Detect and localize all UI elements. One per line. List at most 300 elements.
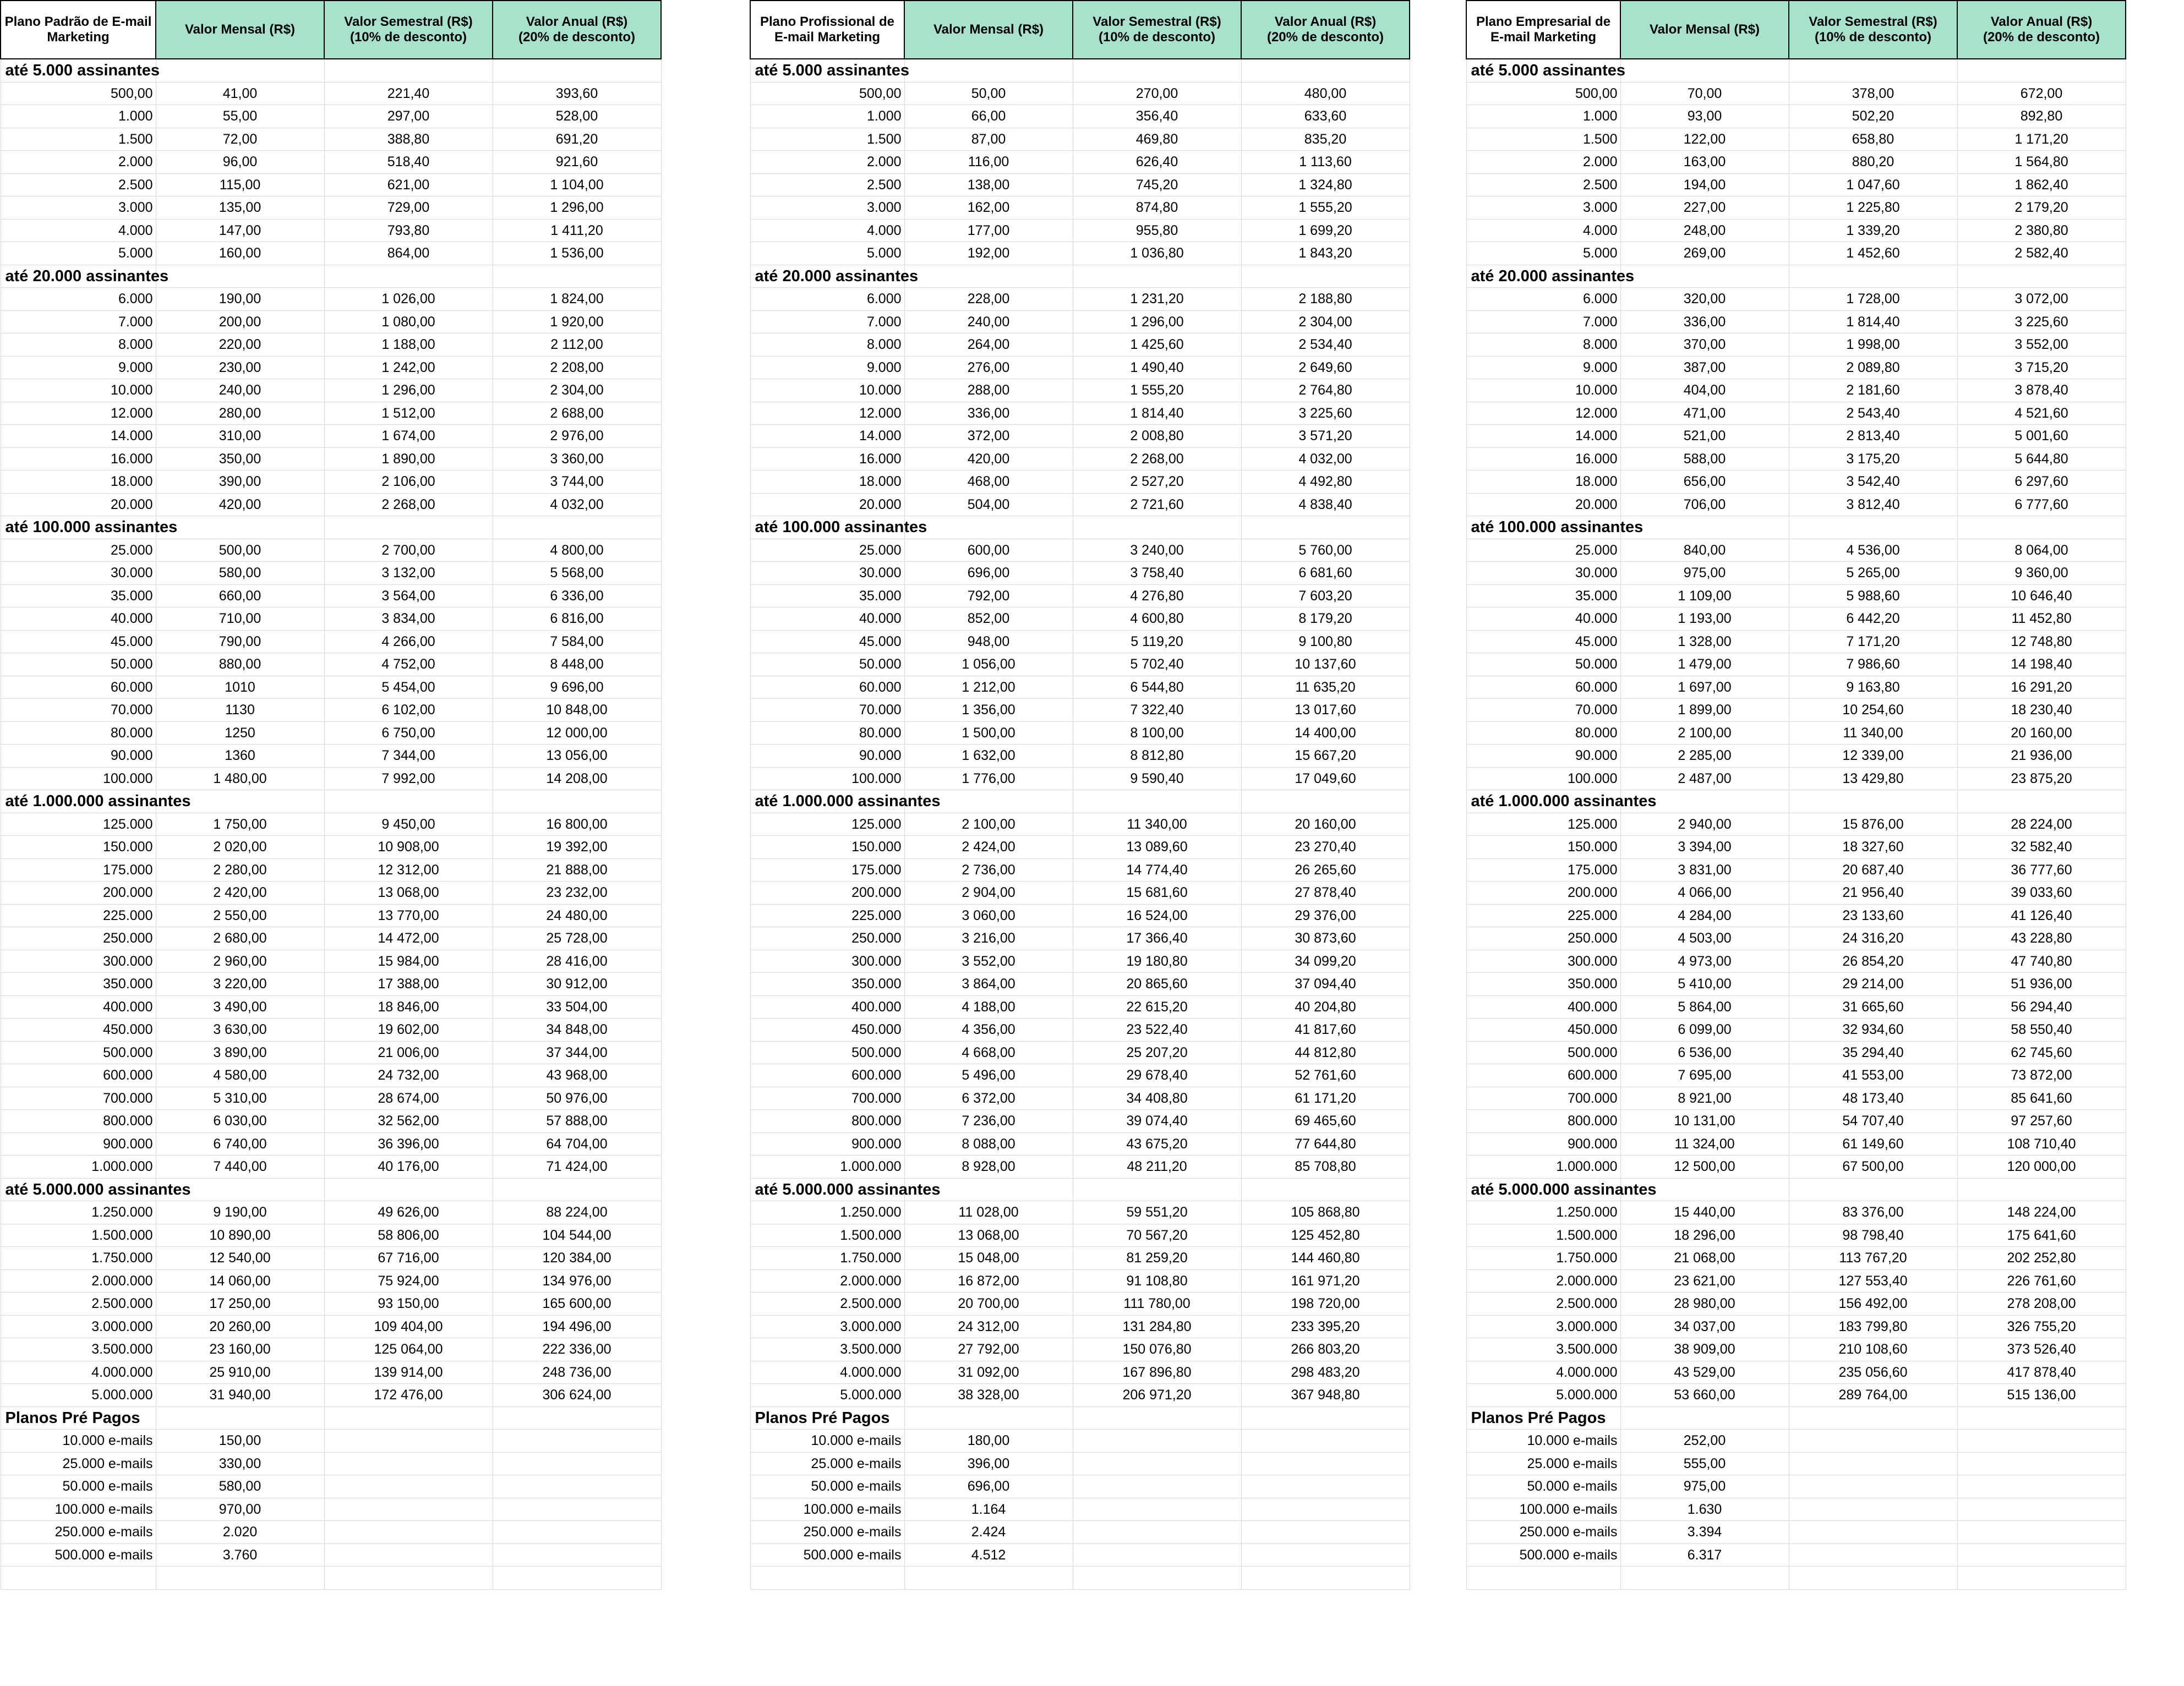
subscribers-cell: 500,00 (1, 82, 156, 105)
table-row (1, 676, 661, 699)
table-row (1466, 1361, 2126, 1384)
semester-price-cell: 297,00 (324, 105, 493, 128)
table-row (1, 333, 661, 357)
table-row (1, 653, 661, 676)
semester-price-cell: 502,20 (1789, 105, 1957, 128)
semester-price-cell: 1 242,00 (324, 356, 493, 379)
semester-price-cell (1073, 1498, 1241, 1521)
annual-price-cell: 14 198,40 (1957, 653, 2126, 676)
semester-price-cell: 1 814,40 (1073, 402, 1241, 425)
annual-price-cell: 306 624,00 (493, 1384, 661, 1407)
subscribers-cell: 14.000 (1, 425, 156, 448)
semester-price-cell: 1 080,00 (324, 310, 493, 333)
semester-price-cell: 1 728,00 (1789, 288, 1957, 311)
subscribers-cell: 3.000 (1466, 196, 1620, 220)
table-row (750, 676, 1410, 699)
annual-price-cell: 248 736,00 (493, 1361, 661, 1384)
subscribers-cell: 50.000 (750, 653, 904, 676)
subscribers-cell (1466, 1567, 1620, 1590)
subscribers-cell: 4.000.000 (1466, 1361, 1620, 1384)
monthly-price-cell: 696,00 (904, 1475, 1073, 1498)
annual-price-cell: 25 728,00 (493, 927, 661, 950)
subscribers-cell: 450.000 (750, 1019, 904, 1042)
subscribers-cell: 50.000 (1466, 653, 1620, 676)
section-row (1, 1178, 661, 1201)
semester-price-cell: 4 600,80 (1073, 607, 1241, 631)
annual-price-cell: 1 113,60 (1241, 151, 1410, 174)
monthly-price-cell: 1.630 (1620, 1498, 1789, 1521)
annual-price-cell: 23 232,00 (493, 882, 661, 905)
subscribers-cell: 5.000.000 (1, 1384, 156, 1407)
annual-price-cell: 16 800,00 (493, 813, 661, 836)
table-row (750, 1064, 1410, 1087)
annual-price-cell: 2 534,40 (1241, 333, 1410, 357)
semester-price-cell (1073, 1475, 1241, 1498)
annual-price-cell: 134 976,00 (493, 1269, 661, 1293)
section-blank-cell (324, 1178, 493, 1201)
annual-price-cell: 2 976,00 (493, 425, 661, 448)
table-row (750, 1361, 1410, 1384)
monthly-price-cell: 1 479,00 (1620, 653, 1789, 676)
table-row (750, 470, 1410, 494)
annual-price-cell: 2 688,00 (493, 402, 661, 425)
subscribers-cell: 2.500 (750, 173, 904, 196)
annual-price-cell: 11 452,80 (1957, 607, 2126, 631)
table-row (1466, 1384, 2126, 1407)
subscribers-cell: 4.000.000 (1, 1361, 156, 1384)
annual-price-cell: 39 033,60 (1957, 882, 2126, 905)
annual-price-cell: 105 868,80 (1241, 1201, 1410, 1224)
table-row (1, 1452, 661, 1475)
subscribers-cell: 2.500.000 (750, 1293, 904, 1316)
subscribers-cell: 1.750.000 (750, 1247, 904, 1270)
semester-price-cell: 1 890,00 (324, 447, 493, 470)
monthly-price-cell: 23 160,00 (156, 1338, 324, 1361)
subscribers-cell: 225.000 (1, 904, 156, 927)
annual-price-cell: 3 225,60 (1241, 402, 1410, 425)
monthly-price-cell: 200,00 (156, 310, 324, 333)
monthly-price-cell: 2 940,00 (1620, 813, 1789, 836)
subscribers-cell: 25.000 e-mails (1, 1452, 156, 1475)
subscribers-cell: 70.000 (750, 699, 904, 722)
table-row (1, 584, 661, 607)
table-row (1466, 333, 2126, 357)
semester-price-cell: 15 681,60 (1073, 882, 1241, 905)
annual-price-cell (493, 1452, 661, 1475)
subscribers-cell: 3.500.000 (1466, 1338, 1620, 1361)
monthly-price-cell: 521,00 (1620, 425, 1789, 448)
section-label: até 20.000 assinantes (1466, 265, 1620, 288)
header-monthly-price: Valor Mensal (R$) (1620, 1, 1789, 59)
section-label: até 20.000 assinantes (1, 265, 156, 288)
table-row (1, 1110, 661, 1133)
section-blank-cell (1789, 516, 1957, 539)
table-row (1466, 1019, 2126, 1042)
table-row (1, 128, 661, 151)
subscribers-cell: 25.000 (1, 539, 156, 562)
annual-price-cell: 326 755,20 (1957, 1315, 2126, 1338)
section-label: até 100.000 assinantes (1, 516, 156, 539)
semester-price-cell: 19 602,00 (324, 1019, 493, 1042)
semester-price-cell: 6 442,20 (1789, 607, 1957, 631)
subscribers-cell: 800.000 (1, 1110, 156, 1133)
subscribers-cell: 18.000 (1, 470, 156, 494)
semester-price-cell: 7 322,40 (1073, 699, 1241, 722)
table-row (1466, 767, 2126, 790)
semester-price-cell: 2 543,40 (1789, 402, 1957, 425)
annual-price-cell (1957, 1475, 2126, 1498)
plan-table-standard (0, 0, 662, 1590)
monthly-price-cell: 1 328,00 (1620, 630, 1789, 653)
annual-price-cell: 3 715,20 (1957, 356, 2126, 379)
subscribers-cell: 1.250.000 (1, 1201, 156, 1224)
table-row (1466, 630, 2126, 653)
monthly-price-cell: 880,00 (156, 653, 324, 676)
subscribers-cell: 700.000 (1, 1087, 156, 1110)
semester-price-cell: 70 567,20 (1073, 1224, 1241, 1247)
subscribers-cell: 400.000 (1, 995, 156, 1019)
semester-price-cell: 40 176,00 (324, 1156, 493, 1179)
annual-price-cell: 2 188,80 (1241, 288, 1410, 311)
semester-price-cell: 7 986,60 (1789, 653, 1957, 676)
table-row (750, 1430, 1410, 1453)
monthly-price-cell: 471,00 (1620, 402, 1789, 425)
annual-price-cell: 1 843,20 (1241, 242, 1410, 265)
table-row (1466, 653, 2126, 676)
semester-price-cell (1789, 1452, 1957, 1475)
semester-price-cell: 658,80 (1789, 128, 1957, 151)
annual-price-cell: 23 270,40 (1241, 836, 1410, 859)
section-blank-cell (1957, 1178, 2126, 1201)
table-row (1466, 1247, 2126, 1270)
semester-price-cell (324, 1498, 493, 1521)
subscribers-cell: 300.000 (750, 950, 904, 973)
subscribers-cell: 300.000 (1, 950, 156, 973)
table-row (1466, 973, 2126, 996)
table-row (1466, 1452, 2126, 1475)
table-row (1, 1041, 661, 1064)
semester-price-cell: 29 678,40 (1073, 1064, 1241, 1087)
monthly-price-cell: 135,00 (156, 196, 324, 220)
semester-price-cell (324, 1521, 493, 1544)
section-blank-cell (1241, 1406, 1410, 1430)
annual-price-cell: 2 112,00 (493, 333, 661, 357)
annual-price-cell (1241, 1543, 1410, 1567)
subscribers-cell: 35.000 (1, 584, 156, 607)
semester-price-cell: 388,80 (324, 128, 493, 151)
subscribers-cell: 6.000 (1466, 288, 1620, 311)
table-row (750, 1132, 1410, 1156)
monthly-price-cell: 1010 (156, 676, 324, 699)
subscribers-cell: 2.000.000 (1, 1269, 156, 1293)
monthly-price-cell: 2 487,00 (1620, 767, 1789, 790)
table-row (1466, 1430, 2126, 1453)
monthly-price-cell: 1360 (156, 745, 324, 768)
semester-price-cell (1073, 1543, 1241, 1567)
annual-price-cell (1241, 1475, 1410, 1498)
semester-price-cell: 1 674,00 (324, 425, 493, 448)
section-blank-cell (1957, 516, 2126, 539)
semester-price-cell (1789, 1521, 1957, 1544)
subscribers-cell: 25.000 (750, 539, 904, 562)
monthly-price-cell: 11 028,00 (904, 1201, 1073, 1224)
subscribers-cell: 125.000 (1466, 813, 1620, 836)
annual-price-cell: 2 380,80 (1957, 219, 2126, 242)
section-blank-cell (1241, 516, 1410, 539)
semester-price-cell: 58 806,00 (324, 1224, 493, 1247)
monthly-price-cell: 150,00 (156, 1430, 324, 1453)
subscribers-cell: 20.000 (1, 493, 156, 516)
annual-price-cell: 9 696,00 (493, 676, 661, 699)
subscribers-cell: 2.000 (750, 151, 904, 174)
subscribers-cell: 7.000 (1466, 310, 1620, 333)
annual-price-cell: 10 848,00 (493, 699, 661, 722)
monthly-price-cell: 12 540,00 (156, 1247, 324, 1270)
table-row (1466, 539, 2126, 562)
semester-price-cell: 1 490,40 (1073, 356, 1241, 379)
section-row (1466, 265, 2126, 288)
annual-price-cell: 161 971,20 (1241, 1269, 1410, 1293)
annual-price-cell: 393,60 (493, 82, 661, 105)
annual-price-cell: 222 336,00 (493, 1338, 661, 1361)
table-row (1466, 105, 2126, 128)
subscribers-cell: 6.000 (750, 288, 904, 311)
table-row (1466, 927, 2126, 950)
section-label: até 5.000.000 assinantes (1466, 1178, 1620, 1201)
annual-price-cell: 6 681,60 (1241, 562, 1410, 585)
monthly-price-cell: 4 973,00 (1620, 950, 1789, 973)
section-row (1, 265, 661, 288)
monthly-price-cell: 1 056,00 (904, 653, 1073, 676)
monthly-price-cell: 840,00 (1620, 539, 1789, 562)
subscribers-cell: 175.000 (1466, 858, 1620, 882)
subscribers-cell: 10.000 e-mails (750, 1430, 904, 1453)
annual-price-cell: 2 304,00 (1241, 310, 1410, 333)
table-row (1, 493, 661, 516)
annual-price-cell: 4 032,00 (1241, 447, 1410, 470)
annual-price-cell: 1 171,20 (1957, 128, 2126, 151)
annual-price-cell: 194 496,00 (493, 1315, 661, 1338)
monthly-price-cell: 66,00 (904, 105, 1073, 128)
semester-price-cell: 16 524,00 (1073, 904, 1241, 927)
header-semester-price: Valor Semestral (R$) (10% de desconto) (324, 1, 493, 59)
section-blank-cell (1241, 790, 1410, 813)
subscribers-cell: 500.000 (750, 1041, 904, 1064)
semester-price-cell: 21 956,40 (1789, 882, 1957, 905)
table-row (1466, 1224, 2126, 1247)
monthly-price-cell: 3 490,00 (156, 995, 324, 1019)
monthly-price-cell: 43 529,00 (1620, 1361, 1789, 1384)
semester-price-cell: 75 924,00 (324, 1269, 493, 1293)
table-row (1, 858, 661, 882)
annual-price-cell: 41 817,60 (1241, 1019, 1410, 1042)
annual-price-cell: 8 064,00 (1957, 539, 2126, 562)
annual-price-cell: 44 812,80 (1241, 1041, 1410, 1064)
subscribers-cell: 100.000 e-mails (1, 1498, 156, 1521)
annual-price-cell (493, 1475, 661, 1498)
annual-price-cell: 515 136,00 (1957, 1384, 2126, 1407)
subscribers-cell: 5.000 (1, 242, 156, 265)
section-label: até 1.000.000 assinantes (750, 790, 904, 813)
semester-price-cell: 150 076,80 (1073, 1338, 1241, 1361)
monthly-price-cell: 2 680,00 (156, 927, 324, 950)
subscribers-cell: 80.000 (1, 721, 156, 745)
semester-price-cell: 83 376,00 (1789, 1201, 1957, 1224)
annual-price-cell: 7 584,00 (493, 630, 661, 653)
annual-price-cell: 47 740,80 (1957, 950, 2126, 973)
subscribers-cell: 1.500.000 (1466, 1224, 1620, 1247)
monthly-price-cell: 7 440,00 (156, 1156, 324, 1179)
semester-price-cell: 880,20 (1789, 151, 1957, 174)
table-row (1, 1475, 661, 1498)
monthly-price-cell: 18 296,00 (1620, 1224, 1789, 1247)
annual-price-cell: 21 888,00 (493, 858, 661, 882)
annual-price-cell: 8 448,00 (493, 653, 661, 676)
subscribers-cell (750, 1567, 904, 1590)
table-row (1466, 562, 2126, 585)
table-row (1466, 82, 2126, 105)
table-row (1, 310, 661, 333)
monthly-price-cell: 20 260,00 (156, 1315, 324, 1338)
semester-price-cell: 1 188,00 (324, 333, 493, 357)
semester-price-cell: 98 798,40 (1789, 1224, 1957, 1247)
subscribers-cell: 2.500 (1, 173, 156, 196)
monthly-price-cell: 390,00 (156, 470, 324, 494)
subscribers-cell: 250.000 e-mails (1466, 1521, 1620, 1544)
monthly-price-cell: 38 909,00 (1620, 1338, 1789, 1361)
semester-price-cell: 29 214,00 (1789, 973, 1957, 996)
table-row (1, 402, 661, 425)
monthly-price-cell: 177,00 (904, 219, 1073, 242)
table-row (750, 1315, 1410, 1338)
semester-price-cell: 2 181,60 (1789, 379, 1957, 402)
monthly-price-cell: 96,00 (156, 151, 324, 174)
table-row (1466, 402, 2126, 425)
semester-price-cell: 32 934,60 (1789, 1019, 1957, 1042)
subscribers-cell: 80.000 (1466, 721, 1620, 745)
semester-price-cell: 13 429,80 (1789, 767, 1957, 790)
subscribers-cell: 60.000 (1466, 676, 1620, 699)
table-row (750, 288, 1410, 311)
subscribers-cell: 35.000 (1466, 584, 1620, 607)
annual-price-cell: 4 800,00 (493, 539, 661, 562)
monthly-price-cell: 2 904,00 (904, 882, 1073, 905)
annual-price-cell: 921,60 (493, 151, 661, 174)
monthly-price-cell: 420,00 (904, 447, 1073, 470)
monthly-price-cell: 330,00 (156, 1452, 324, 1475)
monthly-price-cell: 55,00 (156, 105, 324, 128)
semester-price-cell: 2 008,80 (1073, 425, 1241, 448)
monthly-price-cell: 350,00 (156, 447, 324, 470)
table-row (1, 1315, 661, 1338)
annual-price-cell: 85 641,60 (1957, 1087, 2126, 1110)
semester-price-cell: 4 276,80 (1073, 584, 1241, 607)
table-row (1466, 836, 2126, 859)
monthly-price-cell: 2 420,00 (156, 882, 324, 905)
table-row (1, 82, 661, 105)
semester-price-cell: 1 225,80 (1789, 196, 1957, 220)
section-label: até 100.000 assinantes (1466, 516, 1620, 539)
section-blank-cell (493, 790, 661, 813)
annual-price-cell: 1 564,80 (1957, 151, 2126, 174)
semester-price-cell: 183 799,80 (1789, 1315, 1957, 1338)
table-row (750, 128, 1410, 151)
table-row (750, 1567, 1410, 1590)
section-blank-cell (1789, 790, 1957, 813)
subscribers-cell: 500.000 (1, 1041, 156, 1064)
table-row (1466, 1567, 2126, 1590)
subscribers-cell: 16.000 (750, 447, 904, 470)
monthly-price-cell: 310,00 (156, 425, 324, 448)
annual-price-cell: 20 160,00 (1241, 813, 1410, 836)
table-row (1, 242, 661, 265)
semester-price-cell: 210 108,60 (1789, 1338, 1957, 1361)
annual-price-cell: 5 760,00 (1241, 539, 1410, 562)
section-blank-cell (1957, 790, 2126, 813)
semester-price-cell: 2 721,60 (1073, 493, 1241, 516)
subscribers-cell: 8.000 (750, 333, 904, 357)
table-row (1, 1543, 661, 1567)
annual-price-cell (1957, 1567, 2126, 1590)
monthly-price-cell: 180,00 (904, 1430, 1073, 1453)
table-row (1466, 584, 2126, 607)
subscribers-cell: 5.000 (750, 242, 904, 265)
annual-price-cell: 835,20 (1241, 128, 1410, 151)
subscribers-cell: 6.000 (1, 288, 156, 311)
annual-price-cell: 1 824,00 (493, 288, 661, 311)
annual-price-cell: 226 761,60 (1957, 1269, 2126, 1293)
monthly-price-cell: 28 980,00 (1620, 1293, 1789, 1316)
section-label: até 5.000 assinantes (1466, 59, 1620, 82)
monthly-price-cell: 1 776,00 (904, 767, 1073, 790)
subscribers-cell: 1.750.000 (1466, 1247, 1620, 1270)
semester-price-cell: 24 316,20 (1789, 927, 1957, 950)
annual-price-cell: 40 204,80 (1241, 995, 1410, 1019)
table-row (750, 1384, 1410, 1407)
table-row (1, 1132, 661, 1156)
semester-price-cell: 15 876,00 (1789, 813, 1957, 836)
section-blank-cell (1073, 265, 1241, 288)
table-row (750, 493, 1410, 516)
table-row (1466, 676, 2126, 699)
table-row (1466, 470, 2126, 494)
monthly-price-cell: 1 193,00 (1620, 607, 1789, 631)
subscribers-cell: 600.000 (1, 1064, 156, 1087)
annual-price-cell: 26 265,60 (1241, 858, 1410, 882)
semester-price-cell: 14 774,40 (1073, 858, 1241, 882)
subscribers-cell: 250.000 (1466, 927, 1620, 950)
section-blank-cell (904, 59, 1073, 82)
semester-price-cell: 1 425,60 (1073, 333, 1241, 357)
subscribers-cell: 35.000 (750, 584, 904, 607)
table-row (1466, 858, 2126, 882)
monthly-price-cell: 190,00 (156, 288, 324, 311)
annual-price-cell: 30 912,00 (493, 973, 661, 996)
monthly-price-cell: 6.317 (1620, 1543, 1789, 1567)
annual-price-cell: 37 344,00 (493, 1041, 661, 1064)
table-row (1466, 745, 2126, 768)
subscribers-cell: 1.000 (1, 105, 156, 128)
monthly-price-cell: 4 284,00 (1620, 904, 1789, 927)
annual-price-cell (1957, 1430, 2126, 1453)
annual-price-cell: 62 745,60 (1957, 1041, 2126, 1064)
annual-price-cell: 3 744,00 (493, 470, 661, 494)
header-row (750, 1, 1410, 59)
subscribers-cell: 4.000 (1, 219, 156, 242)
monthly-price-cell (904, 1567, 1073, 1590)
semester-price-cell (1789, 1567, 1957, 1590)
pricing-table (750, 0, 1410, 1590)
